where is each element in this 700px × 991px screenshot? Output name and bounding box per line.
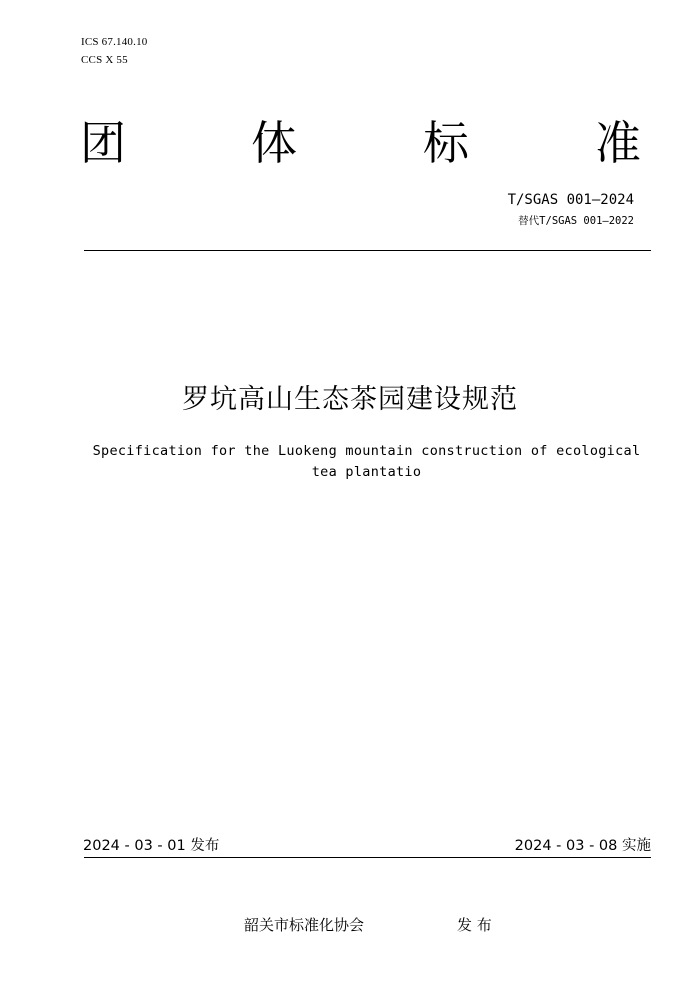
standard-kind-char-4: 准 [595,116,641,170]
ccs-code: CCS X 55 [81,54,128,66]
implementation-date: 2024 - 03 - 08 实施 [514,838,651,854]
standard-kind-char-3: 标 [423,116,469,170]
publisher-organization: 韶关市标准化协会 [244,916,365,934]
publisher-action: 发 布 [457,916,492,934]
issue-date: 2024 - 03 - 01 发布 [83,838,220,854]
standard-kind-char-2: 体 [251,116,297,170]
header-divider [84,250,651,251]
ics-code: ICS 67.140.10 [81,36,148,48]
replaces-standard: 替代T/SGAS 001—2022 [518,215,634,227]
title-english: Specification for the Luokeng mountain construction of ecological tea plantatio [92,443,641,480]
standard-number: T/SGAS 001—2024 [507,192,634,208]
footer-divider [84,857,651,858]
standard-kind-char-1: 团 [80,116,126,170]
title-chinese: 罗坑高山生态茶园建设规范 [182,384,518,415]
